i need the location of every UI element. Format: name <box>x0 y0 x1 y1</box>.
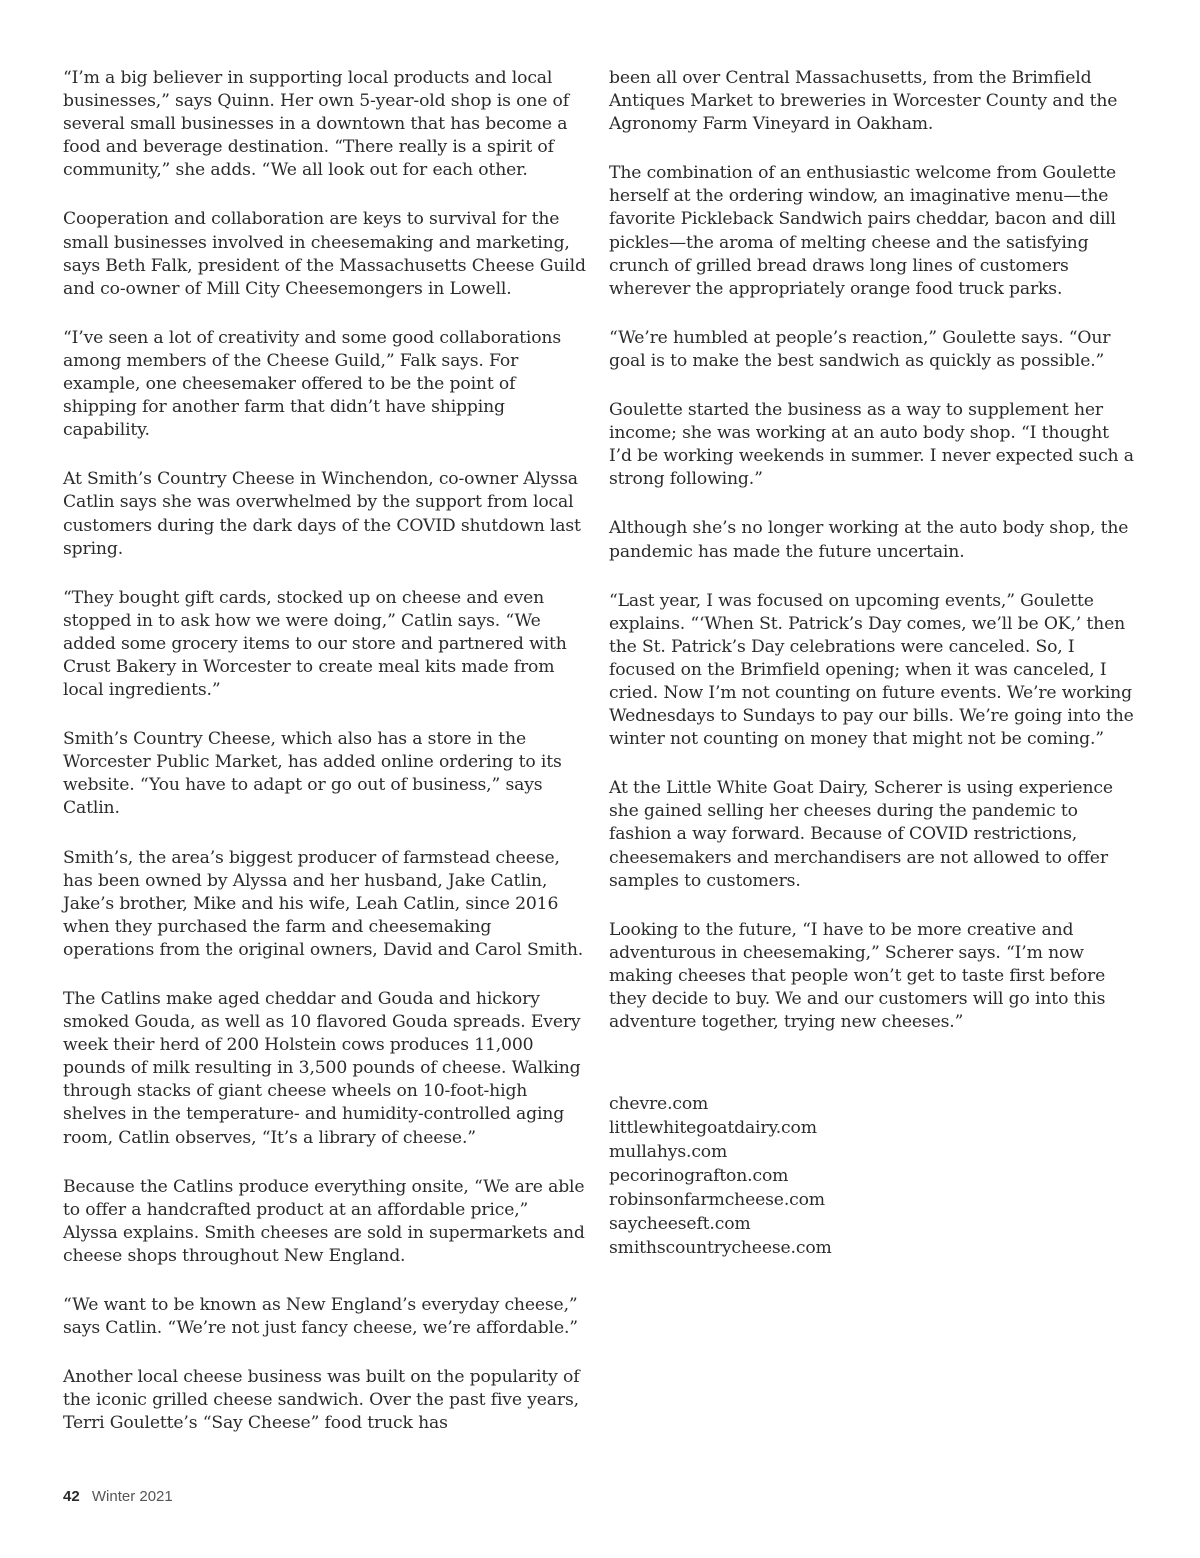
paragraph: The Catlins make aged cheddar and Gouda and hickory smoked Gouda, as well as 10 flavored Gouda spreads. Every week their herd of 200 Holstein cows produces 11,000 pounds of milk resulting in 3,500 pounds of cheese. Walking through stacks of giant cheese wheels on 10-foot-high shelves in the temperature- and humidity-controlled aging room, Catlin observes, “It’s a library of cheese.” <box>63 989 581 1148</box>
page-number: 42 <box>63 1488 80 1505</box>
paragraph: Cooperation and collaboration are keys to survival for the small businesses involved in cheesemaking and marketing, says Beth Falk, president of the Massachusetts Cheese Guild and co-owner of Mill City Cheesemongers in Lowell. <box>63 209 586 299</box>
paragraph: Looking to the future, “I have to be more creative and adventurous in cheesemaking,” Scherer says. “I’m now making cheeses that people won’t get to taste first before they decide to buy. We and our customers will go into this adventure together, trying new cheeses.” <box>609 919 1106 1033</box>
paragraph: Smith’s, the area’s biggest producer of farmstead cheese, has been owned by Alyssa and her husband, Jake Catlin, Jake’s brother, Mike and his wife, Leah Catlin, since 2016 when they purchased the farm and cheesemaking operations from the original owners, David and Carol Smith. <box>63 847 584 960</box>
paragraph: At the Little White Goat Dairy, Scherer is using experience she gained selling her cheeses during the pandemic to fashion a way forward. Because of COVID restrictions, cheesemakers and merchandisers are not allowed to offer samples to customers. <box>609 778 1113 891</box>
article-right-column <box>609 67 1134 1260</box>
paragraph: “I’ve seen a lot of creativity and some good collaborations among members of the Cheese Guild,” Falk says. For example, one cheesemaker offered to be the point of shipping for another farm that didn’t have shipping capability. <box>63 327 561 441</box>
paragraph: “We’re humbled at people’s reaction,” Goulette says. “Our goal is to make the best sandwich as quickly as possible.” <box>609 327 1111 371</box>
resource-link: saycheeseft.com <box>609 1214 751 1235</box>
resource-link: littlewhitegoatdairy.com <box>609 1118 817 1139</box>
resource-link: robinsonfarmcheese.com <box>609 1190 825 1211</box>
paragraph: The combination of an enthusiastic welcome from Goulette herself at the ordering window, an imaginative menu—the favorite Pickleback Sandwich pairs cheddar, bacon and dill pickles—the aroma of melting cheese and the satisfying crunch of grilled bread draws long lines of customers wherever the appropriately orange food truck parks. <box>609 163 1117 299</box>
paragraph: At Smith’s Country Cheese in Winchendon, co-owner Alyssa Catlin says she was overwhelmed by the support from local customers during the dark days of the COVID shutdown last spring. <box>63 469 581 559</box>
paragraph: Smith’s Country Cheese, which also has a store in the Worcester Public Market, has added online ordering to its website. “You have to adapt or go out of business,” says Catlin. <box>63 729 562 819</box>
paragraph: Another local cheese business was built on the popularity of the iconic grilled cheese sandwich. Over the past five years, Terri Goulette’s “Say Cheese” food truck has <box>63 1367 580 1434</box>
resource-link: smithscountrycheese.com <box>609 1238 832 1259</box>
article-left-column <box>63 67 587 1462</box>
issue-label: Winter 2021 <box>91 1488 173 1505</box>
resource-link: pecorinografton.com <box>609 1166 789 1187</box>
paragraph: been all over Central Massachusetts, from the Brimfield Antiques Market to breweries in Worcester County and the Agronomy Farm Vineyard in Oakham. <box>609 68 1118 135</box>
resource-link: chevre.com <box>609 1094 709 1115</box>
resource-links-list <box>609 1092 1134 1260</box>
paragraph: Although she’s no longer working at the auto body shop, the pandemic has made the future uncertain. <box>609 518 1129 562</box>
paragraph: “I’m a big believer in supporting local products and local businesses,” says Quinn. Her own 5-year-old shop is one of several small businesses in a downtown that has become a food and beverage destination. “There really is a spirit of community,” she adds. “We all look out for each other. <box>63 68 569 181</box>
paragraph: Because the Catlins produce everything onsite, “We are able to offer a handcrafted product at an affordable price,” Alyssa explains. Smith cheeses are sold in supermarkets and cheese shops throughout New England. <box>63 1176 585 1266</box>
paragraph: Goulette started the business as a way to supplement her income; she was working at an auto body shop. “I thought I’d be working weekends in summer. I never expected such a strong following.” <box>609 400 1134 490</box>
paragraph: “We want to be known as New England’s everyday cheese,” says Catlin. “We’re not just fancy cheese, we’re affordable.” <box>63 1295 578 1339</box>
page-footer <box>63 1488 173 1505</box>
resource-link: mullahys.com <box>609 1142 728 1163</box>
paragraph: “They bought gift cards, stocked up on cheese and even stopped in to ask how we were doing,” Catlin says. “We added some grocery items to our store and partnered with Crust Bakery in Worcester to create meal kits made from local ingredients.” <box>63 587 567 701</box>
paragraph: “Last year, I was focused on upcoming events,” Goulette explains. “‘When St. Patrick’s Day comes, we’ll be OK,’ then the St. Patrick’s Day celebrations were canceled. So, I focused on the Brimfield opening; when it was canceled, I cried. Now I’m not counting on future events. We’re working Wednesdays to Sundays to pay our bills. We’re going into the winter not counting on money that might not be coming.” <box>609 590 1134 750</box>
